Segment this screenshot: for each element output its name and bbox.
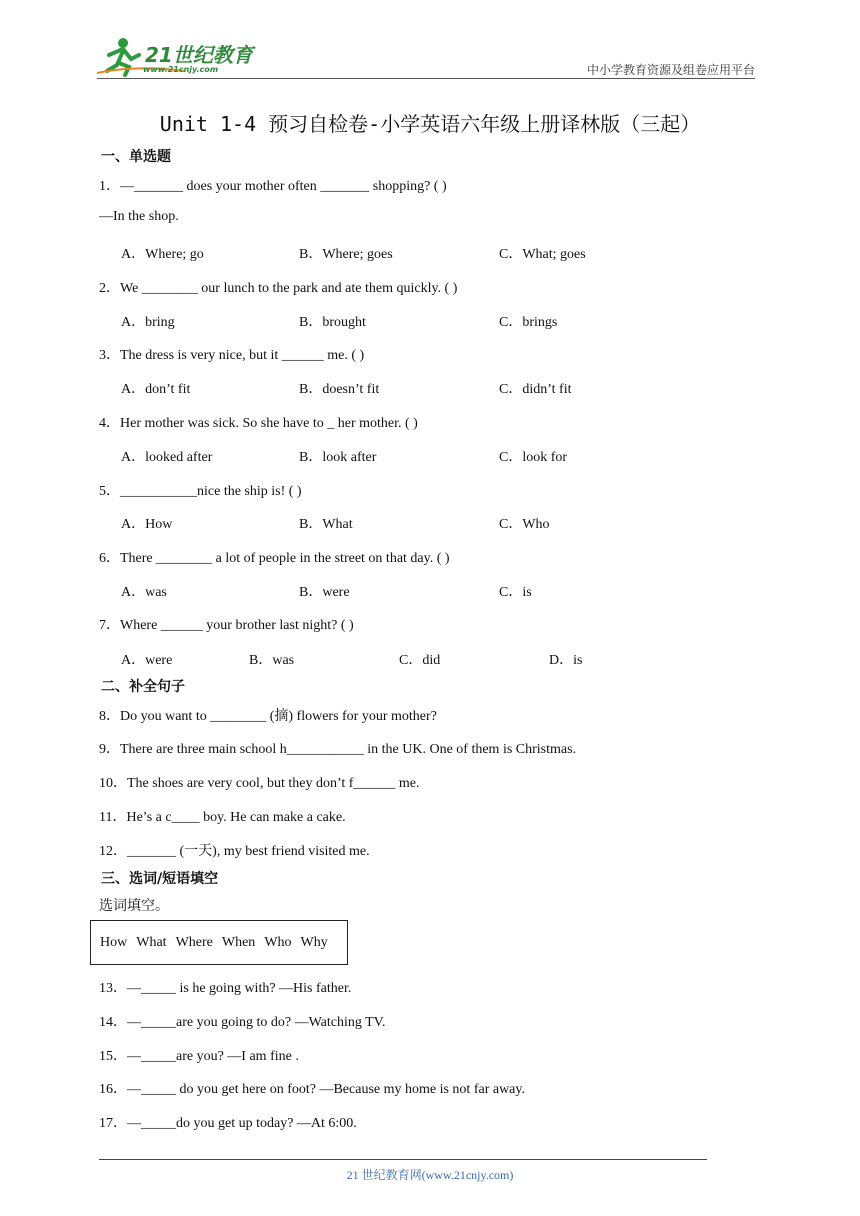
page-title: Unit 1-4 预习自检卷-小学英语六年级上册译林版（三起）	[159, 112, 701, 136]
question-stem: 3．The dress is very nice, but it ______ me. ( )	[99, 348, 365, 363]
option-b[interactable]: B．were	[299, 585, 350, 600]
option-c[interactable]: C．did	[399, 653, 441, 668]
option-a[interactable]: A．don’t fit	[121, 382, 191, 397]
fill-question: 9．There are three main school h___________ in the UK. One of them is Christmas.	[99, 742, 577, 757]
option-b[interactable]: B．brought	[299, 315, 366, 330]
option-d[interactable]: D．is	[549, 653, 583, 668]
fill-question: 10．The shoes are very cool, but they don’t f______ me.	[99, 776, 420, 791]
footer-link[interactable]: 21 世纪教育网(www.21cnjy.com)	[346, 1168, 514, 1182]
header-tagline: 中小学教育资源及组卷应用平台	[586, 63, 755, 77]
fill-question: 12．_______ (一天), my best friend visited me.	[99, 844, 370, 859]
option-c[interactable]: C．brings	[499, 315, 558, 330]
choose-question: 13．—_____ is he going with? —His father.	[99, 981, 352, 996]
question-stem: 1．—_______ does your mother often _______ shopping? ( )	[99, 179, 447, 194]
option-a[interactable]: A．Where; go	[121, 247, 204, 262]
question-stem: 4．Her mother was sick. So she have to _ her mother. ( )	[99, 416, 418, 431]
word-bank-item: Why	[300, 934, 328, 950]
instruction-text: 选词填空。	[99, 898, 169, 914]
option-a[interactable]: A．were	[121, 653, 173, 668]
question-reply: —In the shop.	[99, 209, 179, 224]
option-c[interactable]: C．What; goes	[499, 247, 586, 262]
option-a[interactable]: A．bring	[121, 315, 175, 330]
option-a[interactable]: A．looked after	[121, 450, 213, 465]
logo-text: 21世纪教育	[145, 43, 253, 67]
word-bank-item: When	[221, 934, 256, 950]
word-bank-item: Where	[175, 934, 213, 950]
site-logo	[95, 35, 270, 79]
option-b[interactable]: B．What	[299, 517, 353, 532]
option-b[interactable]: B．doesn’t fit	[299, 382, 380, 397]
option-b[interactable]: B．look after	[299, 450, 377, 465]
option-b[interactable]: B．was	[249, 653, 295, 668]
option-a[interactable]: A．How	[121, 517, 173, 532]
option-a[interactable]: A．was	[121, 585, 167, 600]
section-heading: 三、选词/短语填空	[101, 871, 219, 887]
option-c[interactable]: C．look for	[499, 450, 568, 465]
question-stem: 6．There ________ a lot of people in the street on that day. ( )	[99, 551, 450, 566]
header-divider	[97, 78, 755, 79]
fill-question: 8．Do you want to ________ (摘) flowers for your mother?	[99, 709, 437, 724]
word-bank	[90, 920, 348, 965]
footer-divider	[99, 1159, 707, 1160]
choose-question: 15．—_____are you? —I am fine .	[99, 1049, 299, 1064]
word-bank-item: Who	[264, 934, 292, 950]
word-bank-item: What	[136, 934, 167, 950]
question-stem: 2．We ________ our lunch to the park and ate them quickly. ( )	[99, 281, 458, 296]
logo-url: www.21cnjy.com	[143, 65, 219, 74]
question-stem: 7．Where ______ your brother last night? ( )	[99, 618, 354, 633]
question-stem: 5．___________nice the ship is! ( )	[99, 484, 302, 499]
section-heading: 一、单选题	[101, 149, 171, 165]
section-heading: 二、补全句子	[101, 679, 185, 695]
word-bank-item: How	[100, 934, 128, 950]
choose-question: 17．—_____do you get up today? —At 6:00.	[99, 1116, 357, 1131]
option-c[interactable]: C．Who	[499, 517, 550, 532]
choose-question: 14．—_____are you going to do? —Watching TV.	[99, 1015, 386, 1030]
option-c[interactable]: C．is	[499, 585, 532, 600]
option-c[interactable]: C．didn’t fit	[499, 382, 572, 397]
fill-question: 11．He’s a c____ boy. He can make a cake.	[99, 810, 346, 825]
choose-question: 16．—_____ do you get here on foot? —Because my home is not far away.	[99, 1082, 525, 1097]
option-b[interactable]: B．Where; goes	[299, 247, 393, 262]
